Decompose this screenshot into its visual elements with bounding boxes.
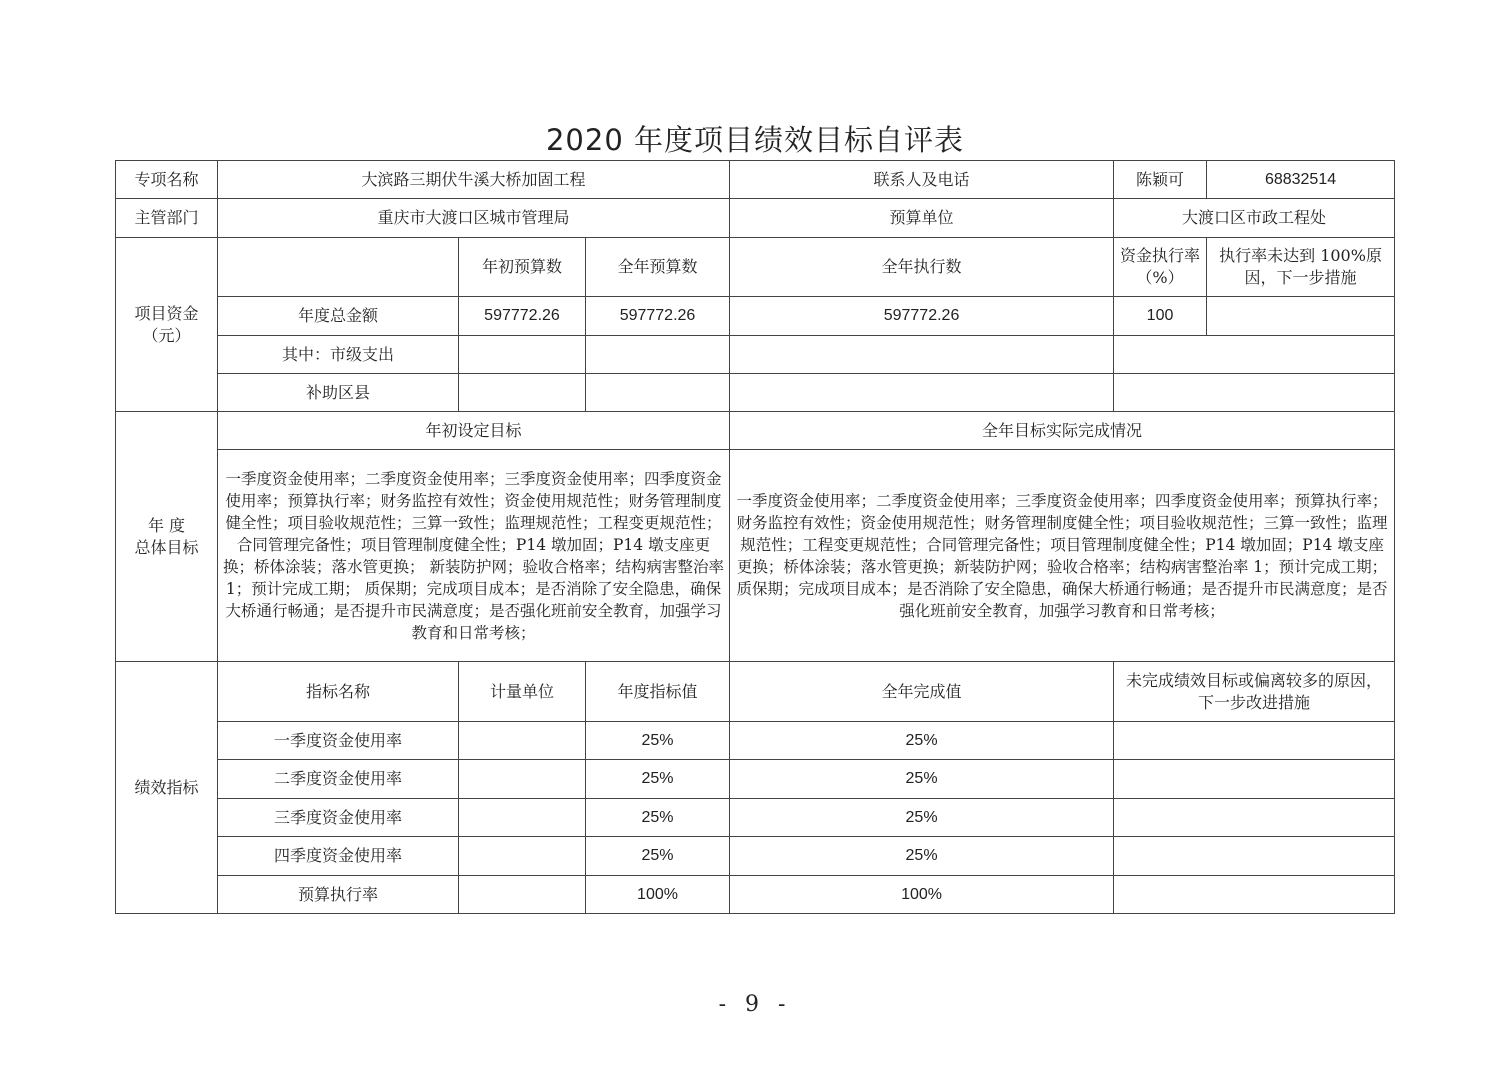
indicator-name: 三季度资金使用率 [218, 799, 459, 837]
indicator-name: 二季度资金使用率 [218, 760, 459, 799]
funds-initial-value [459, 374, 586, 412]
funds-executed-value [730, 336, 1114, 374]
indicators-section-label: 绩效指标 [116, 662, 218, 914]
funds-full-year-value [586, 374, 730, 412]
funds-header-initial: 年初预算数 [459, 238, 586, 297]
indicator-unit [459, 837, 586, 876]
indicator-reason [1114, 799, 1395, 837]
indicator-unit [459, 799, 586, 837]
project-name-label: 专项名称 [116, 161, 218, 199]
funds-rate-value: 100 [1114, 297, 1207, 336]
funds-row-label: 补助区县 [218, 374, 459, 412]
indicators-header-row [116, 662, 1395, 722]
funds-row-total [116, 297, 1395, 336]
page-title: 2020 年度项目绩效目标自评表 [545, 123, 965, 157]
indicator-reason [1114, 837, 1395, 876]
indicator-row [116, 837, 1395, 876]
funds-executed-value [730, 374, 1114, 412]
performance-evaluation-table [115, 160, 1395, 914]
indicator-row [116, 799, 1395, 837]
department-label: 主管部门 [116, 199, 218, 238]
indicator-row [116, 876, 1395, 914]
goals-text-row [116, 450, 1395, 662]
contact-label: 联系人及电话 [730, 161, 1114, 199]
indicator-actual: 25% [730, 837, 1114, 876]
indicators-header-target: 年度指标值 [586, 662, 730, 722]
funds-full-year-value [586, 336, 730, 374]
budget-unit-value: 大渡口区市政工程处 [1114, 199, 1395, 238]
goals-actual-text: 一季度资金使用率；二季度资金使用率；三季度资金使用率；四季度资金使用率；预算执行率；财务监控有效性；资金使用规范性；财务管理制度健全性；项目验收规范性；三算一致性；监理规范性；工程变更规范性；合同管理完备性；项目管理制度健全性；P14 墩加固；P14 墩支座更换；桥体涂装；落水管更换；新装防护网；验收合格率；结构病害整治率 1；预计完成工期；质保期；完成项目成本；是否消除了安全隐患，确保大桥通行畅通；是否提升市民满意度；是否强化班前安全教育，加强学习教育和日常考核； [730, 450, 1395, 662]
indicator-actual: 25% [730, 760, 1114, 799]
funds-reason-value [1207, 297, 1395, 336]
indicator-row [116, 722, 1395, 760]
indicator-target: 100% [586, 876, 730, 914]
indicator-name: 四季度资金使用率 [218, 837, 459, 876]
funds-header-row [116, 238, 1395, 297]
funds-row-district [116, 374, 1395, 412]
indicator-reason [1114, 760, 1395, 799]
contact-name: 陈颖可 [1114, 161, 1207, 199]
contact-phone: 68832514 [1207, 161, 1395, 199]
indicator-target: 25% [586, 837, 730, 876]
funds-rate-reason-value [1114, 374, 1395, 412]
indicator-actual: 25% [730, 799, 1114, 837]
indicator-name: 一季度资金使用率 [218, 722, 459, 760]
funds-header-blank [218, 238, 459, 297]
indicator-reason [1114, 722, 1395, 760]
indicator-unit [459, 722, 586, 760]
indicator-name: 预算执行率 [218, 876, 459, 914]
budget-unit-label: 预算单位 [730, 199, 1114, 238]
indicator-unit [459, 760, 586, 799]
goals-initial-header: 年初设定目标 [218, 412, 730, 450]
indicator-target: 25% [586, 722, 730, 760]
department-row [116, 199, 1395, 238]
indicator-target: 25% [586, 799, 730, 837]
funds-row-label: 其中：市级支出 [218, 336, 459, 374]
indicator-unit [459, 876, 586, 914]
indicator-target: 25% [586, 760, 730, 799]
indicator-actual: 25% [730, 722, 1114, 760]
indicator-reason [1114, 876, 1395, 914]
goals-header-row [116, 412, 1395, 450]
funds-initial-value: 597772.26 [459, 297, 586, 336]
department-value: 重庆市大渡口区城市管理局 [218, 199, 730, 238]
indicators-header-reason: 未完成绩效目标或偏离较多的原因，下一步改进措施 [1114, 662, 1395, 722]
funds-row-label: 年度总金额 [218, 297, 459, 336]
funds-rate-reason-value [1114, 336, 1395, 374]
funds-row-city [116, 336, 1395, 374]
indicator-actual: 100% [730, 876, 1114, 914]
funds-section-label: 项目资金（元） [116, 238, 218, 412]
goals-actual-header: 全年目标实际完成情况 [730, 412, 1395, 450]
goals-section-label: 年 度 总体目标 [116, 412, 218, 662]
project-name-row [116, 161, 1395, 199]
indicators-header-unit: 计量单位 [459, 662, 586, 722]
indicator-row [116, 760, 1395, 799]
page-number: - 9 - [718, 992, 792, 1017]
indicators-header-actual: 全年完成值 [730, 662, 1114, 722]
funds-header-reason: 执行率未达到 100%原因，下一步措施 [1207, 238, 1395, 297]
project-name-value: 大滨路三期伏牛溪大桥加固工程 [218, 161, 730, 199]
funds-full-year-value: 597772.26 [586, 297, 730, 336]
funds-header-executed: 全年执行数 [730, 238, 1114, 297]
goals-initial-text: 一季度资金使用率；二季度资金使用率；三季度资金使用率；四季度资金使用率；预算执行率；财务监控有效性；资金使用规范性；财务管理制度健全性；项目验收规范性；三算一致性；监理规范性；工程变更规范性；合同管理完备性；项目管理制度健全性；P14 墩加固；P14 墩支座更换；桥体涂装；落水管更换； 新装防护网；验收合格率；结构病害整治率 1；预计完成工期； 质保期；完成项目成本；是否消除了安全隐患，确保大桥通行畅通；是否提升市民满意度；是否强化班前安全教育，加强学习教育和日常考核； [218, 450, 730, 662]
indicators-header-name: 指标名称 [218, 662, 459, 722]
funds-initial-value [459, 336, 586, 374]
funds-executed-value: 597772.26 [730, 297, 1114, 336]
funds-header-full-year: 全年预算数 [586, 238, 730, 297]
funds-header-rate: 资金执行率（%） [1114, 238, 1207, 297]
